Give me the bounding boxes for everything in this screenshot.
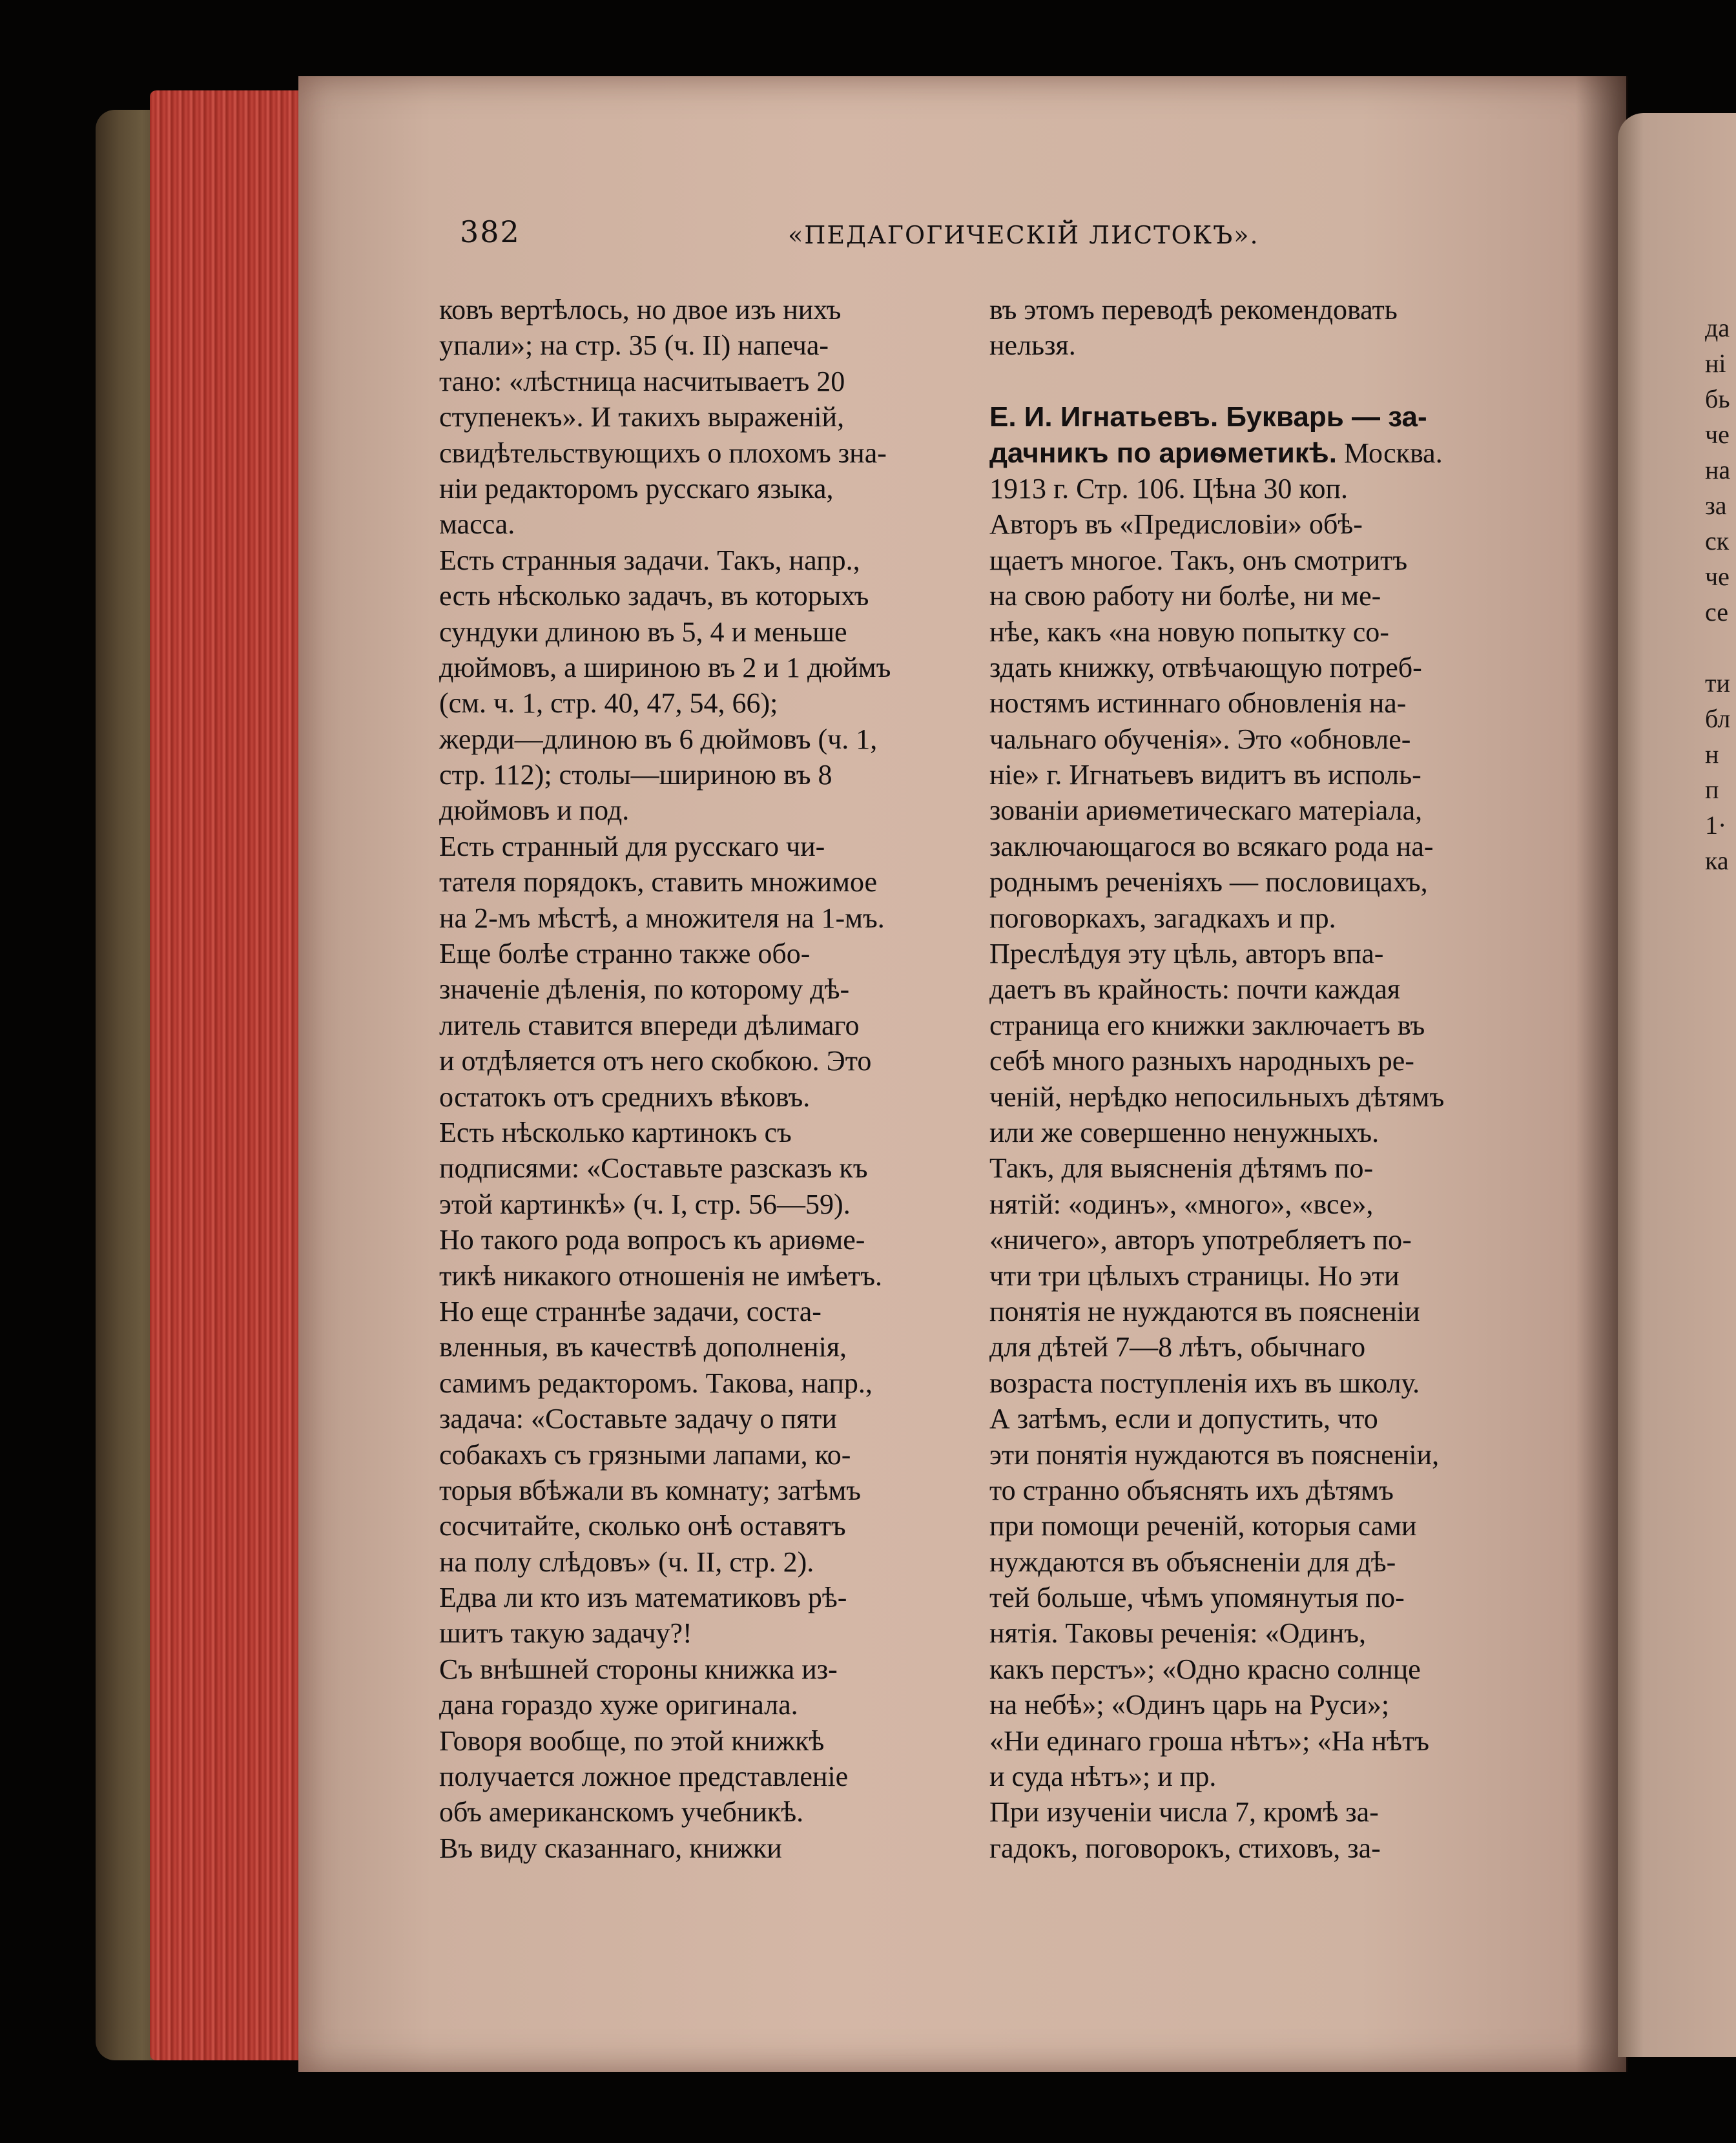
text-line: понятія не нуждаются въ поясненіи (989, 1295, 1420, 1327)
text-line: возраста поступленія ихъ въ школу. (989, 1367, 1420, 1399)
facing-fragment: се (1705, 597, 1728, 626)
right-body (989, 506, 1506, 1866)
facing-page-fragments (1705, 310, 1730, 878)
text-line: заключающагося во всякаго рода на- (989, 830, 1434, 862)
text-line: объ американскомъ учебникѣ. (439, 1796, 804, 1828)
text-line: Но еще страннѣе задачи, соста- (439, 1295, 822, 1327)
text-line: нельзя. (989, 329, 1076, 362)
text-line: нятій: «одинъ», «много», «все», (989, 1188, 1374, 1220)
right-intro (989, 292, 1506, 364)
text-line: для дѣтей 7—8 лѣтъ, обычнаго (989, 1331, 1366, 1363)
facing-fragment: ні (1705, 349, 1726, 378)
right-text-column (989, 292, 1506, 1866)
text-line: жерди—длиною въ 6 дюймовъ (ч. 1, (439, 723, 878, 755)
facing-fragment: ск (1705, 526, 1730, 555)
text-line: получается ложное представленіе (439, 1761, 849, 1793)
text-line: даетъ въ крайность: почти каждая (989, 973, 1401, 1006)
text-line: то странно объяснять ихъ дѣтямъ (989, 1474, 1394, 1506)
facing-fragment: ти (1705, 668, 1730, 698)
text-line: на свою работу ни болѣе, ни ме- (989, 580, 1381, 612)
page-number: 382 (460, 214, 521, 249)
text-line: вленныя, въ качествѣ дополненія, (439, 1331, 847, 1363)
facing-fragment (1705, 630, 1730, 665)
review-heading-line-1 (989, 399, 1506, 435)
review-city: Москва. (1343, 437, 1443, 469)
text-line: страница его книжки заключаетъ въ (989, 1009, 1425, 1041)
text-line: самимъ редакторомъ. Такова, напр., (439, 1367, 873, 1399)
text-line: эти понятія нуждаются въ поясненіи, (989, 1438, 1440, 1471)
facing-fragment: да (1705, 313, 1730, 342)
section-gap (989, 364, 1506, 399)
text-line: торыя вбѣжали въ комнату; затѣмъ (439, 1474, 862, 1506)
text-line: Но такого рода вопросъ къ ариѳме- (439, 1224, 865, 1256)
text-line: ніе» г. Игнатьевъ видитъ въ исполь- (989, 759, 1421, 791)
text-line: тей больше, чѣмъ упомянутыя по- (989, 1582, 1405, 1614)
text-line: При изученіи числа 7, кромѣ за- (989, 1796, 1379, 1828)
text-line: стр. 112); столы—шириною въ 8 (439, 759, 832, 791)
text-line: и суда нѣтъ»; и пр. (989, 1761, 1217, 1793)
text-line: этой картинкѣ» (ч. I, стр. 56—59). (439, 1188, 851, 1220)
text-line: поговоркахъ, загадкахъ и пр. (989, 902, 1336, 934)
text-line: Говоря вообще, по этой книжкѣ (439, 1724, 825, 1757)
text-line: задача: «Составьте задачу о пяти (439, 1403, 837, 1435)
text-line: Есть нѣсколько картинокъ съ (439, 1116, 792, 1148)
review-author-title: Е. И. Игнатьевъ. Букварь — за- (989, 401, 1427, 433)
text-line: дюймовъ и под. (439, 794, 630, 827)
text-line: дана гораздо хуже оригинала. (439, 1689, 798, 1721)
text-line: ковъ вертѣлось, но двое изъ нихъ (439, 294, 842, 326)
text-line: шитъ такую задачу?! (439, 1617, 692, 1650)
text-line: въ этомъ переводѣ рекомендовать (989, 294, 1398, 326)
review-title-cont: дачникъ по ариѳметикѣ. (989, 437, 1337, 469)
text-line: Въ виду сказаннаго, книжки (439, 1832, 782, 1864)
text-line: на 2-мъ мѣстѣ, а множителя на 1-мъ. (439, 902, 885, 934)
review-imprint: 1913 г. Стр. 106. Цѣна 30 коп. (989, 472, 1348, 504)
text-line: подписями: «Составьте разсказъ къ (439, 1152, 868, 1185)
text-line: на небѣ»; «Одинъ царь на Руси»; (989, 1689, 1390, 1721)
text-line: дюймовъ, а шириною въ 2 и 1 дюймъ (439, 651, 891, 683)
review-heading-line-2 (989, 435, 1506, 471)
facing-fragment: 1· (1705, 811, 1727, 840)
text-line: чальнаго обученія». Это «обновле- (989, 723, 1411, 755)
text-line: при помощи реченій, которыя сами (989, 1510, 1417, 1542)
facing-fragment: ка (1705, 846, 1729, 875)
text-line: тано: «лѣстница насчитываетъ 20 (439, 365, 845, 397)
facing-fragment: п (1705, 775, 1719, 804)
text-line: чти три цѣлыхъ страницы. Но эти (989, 1259, 1400, 1292)
text-line: есть нѣсколько задачъ, въ которыхъ (439, 580, 869, 612)
text-line: и отдѣляется отъ него скобкою. Это (439, 1045, 872, 1077)
text-line: нуждаются въ объясненіи для дѣ- (989, 1546, 1396, 1578)
text-line: «ничего», авторъ употребляетъ по- (989, 1224, 1412, 1256)
page-header (452, 214, 1408, 253)
text-line: Есть странный для русскаго чи- (439, 830, 825, 862)
facing-fragment: н (1705, 740, 1719, 769)
text-line: тателя порядокъ, ставить множимое (439, 866, 878, 898)
text-line: масса. (439, 508, 515, 541)
text-line: нѣе, какъ «на новую попытку со- (989, 616, 1389, 648)
text-line: А затѣмъ, если и допустить, что (989, 1403, 1378, 1435)
text-line: Есть странныя задачи. Такъ, напр., (439, 544, 860, 576)
text-line: ченій, нерѣдко непосильныхъ дѣтямъ (989, 1081, 1445, 1113)
text-line: здать книжку, отвѣчающую потреб- (989, 651, 1422, 683)
text-line: гадокъ, поговорокъ, стиховъ, за- (989, 1832, 1381, 1864)
facing-fragment: че (1705, 420, 1730, 449)
text-line: тикѣ никакого отношенія не имѣетъ. (439, 1259, 882, 1292)
text-line: Авторъ въ «Предисловіи» обѣ- (989, 508, 1363, 541)
text-line: Едва ли кто изъ математиковъ рѣ- (439, 1582, 847, 1614)
text-line: ступенекъ». И такихъ выраженій, (439, 401, 845, 433)
facing-fragment: на (1705, 455, 1731, 484)
text-line: Такъ, для выясненія дѣтямъ по- (989, 1152, 1374, 1185)
text-line: себѣ много разныхъ народныхъ ре- (989, 1045, 1414, 1077)
text-line: нятія. Таковы реченія: «Одинъ, (989, 1617, 1367, 1650)
text-line: зованіи ариѳметическаго матеріала, (989, 794, 1423, 827)
running-title: «ПЕДАГОГИЧЕСКІЙ ЛИСТОКЪ». (788, 221, 1259, 249)
page-edges-red (150, 90, 305, 2060)
text-line: или же совершенно ненужныхъ. (989, 1116, 1380, 1148)
text-line: Преслѣдуя эту цѣль, авторъ впа- (989, 938, 1384, 970)
facing-fragment: бь (1705, 384, 1730, 413)
text-line: собакахъ съ грязными лапами, ко- (439, 1438, 851, 1471)
text-line: сосчитайте, сколько онѣ оставятъ (439, 1510, 846, 1542)
text-line: роднымъ реченіяхъ — пословицахъ, (989, 866, 1428, 898)
facing-fragment: бл (1705, 704, 1731, 733)
text-line: свидѣтельствующихъ о плохомъ зна- (439, 437, 887, 469)
text-line: Съ внѣшней стороны книжка из- (439, 1653, 838, 1685)
text-line: на полу слѣдовъ» (ч. II, стр. 2). (439, 1546, 814, 1578)
text-line: упали»; на стр. 35 (ч. II) напеча- (439, 329, 829, 362)
text-line: (см. ч. 1, стр. 40, 47, 54, 66); (439, 687, 778, 720)
facing-fragment: че (1705, 562, 1730, 591)
left-text-column (439, 292, 949, 1866)
text-line: значеніе дѣленія, по которому дѣ- (439, 973, 850, 1006)
text-line: ніи редакторомъ русскаго языка, (439, 472, 834, 504)
facing-fragment: за (1705, 491, 1727, 520)
text-line: Еще болѣе странно также обо- (439, 938, 811, 970)
text-line: остатокъ отъ среднихъ вѣковъ. (439, 1081, 811, 1113)
text-line: какъ перстъ»; «Одно красно солнце (989, 1653, 1421, 1685)
text-line: ностямъ истиннаго обновленія на- (989, 687, 1407, 720)
text-line: литель ставится впереди дѣлимаго (439, 1009, 860, 1041)
text-line: «Ни единаго гроша нѣтъ»; «На нѣтъ (989, 1724, 1430, 1757)
text-line: щаетъ многое. Такъ, онъ смотритъ (989, 544, 1408, 576)
text-line: сундуки длиною въ 5, 4 и меньше (439, 616, 847, 648)
